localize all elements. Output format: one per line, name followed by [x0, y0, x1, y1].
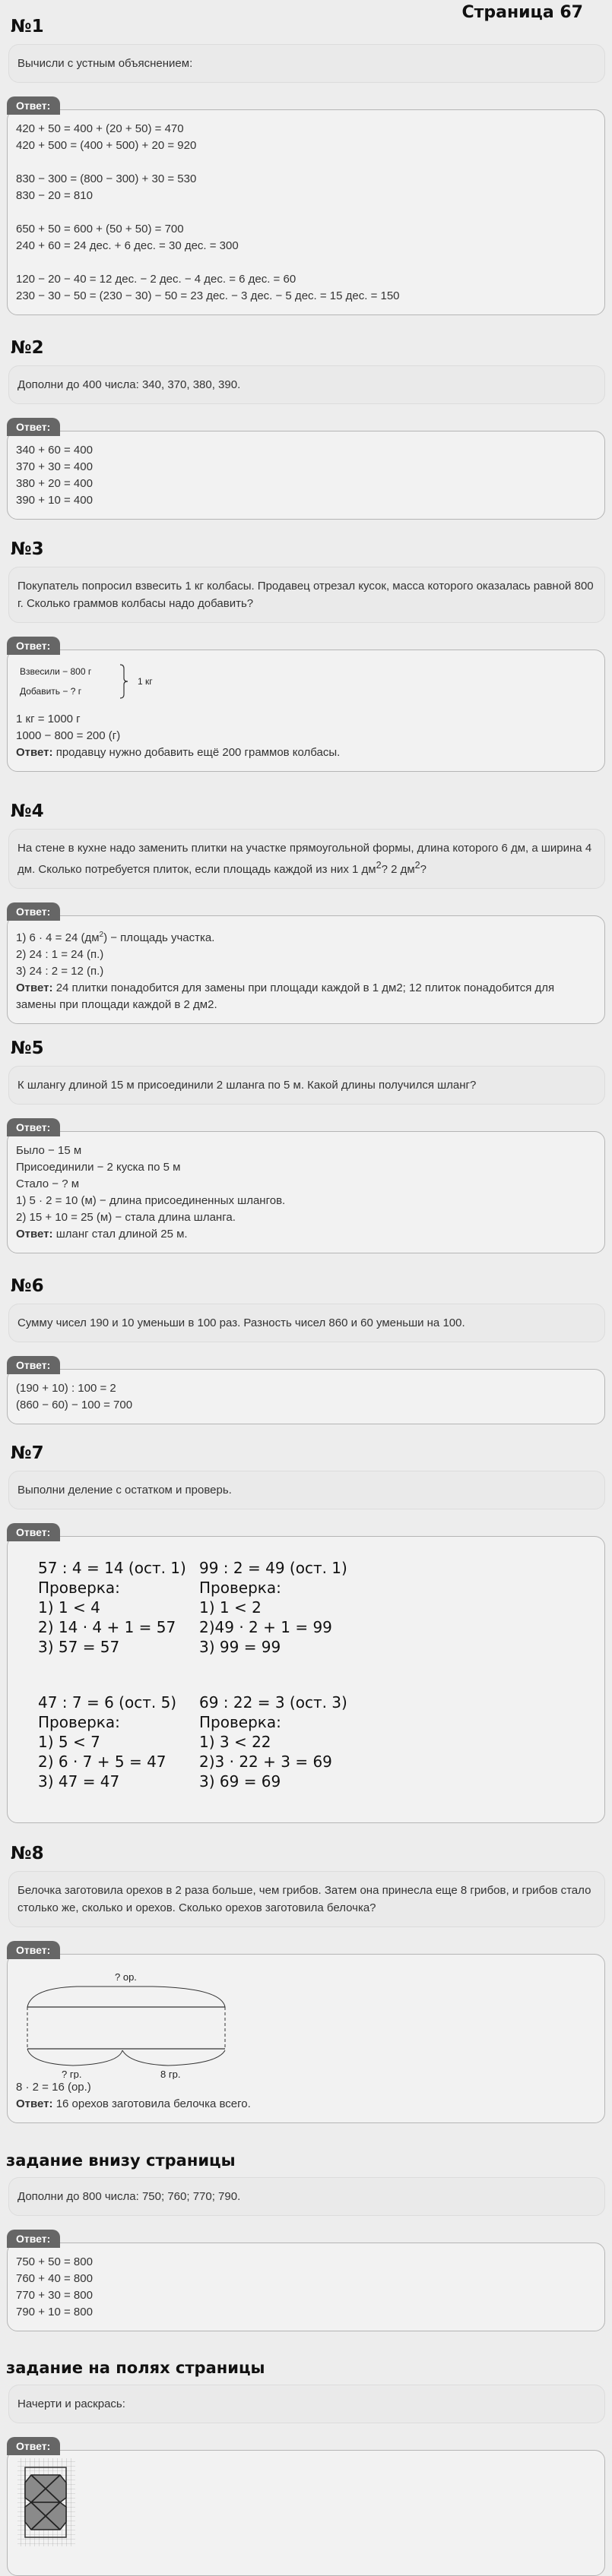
- text-line: Проверка:: [199, 1579, 281, 1597]
- task-8-section: [0, 1844, 612, 2123]
- colored-pattern-drawing: [16, 2457, 77, 2548]
- text-line: 370 + 30 = 400: [16, 460, 93, 473]
- task-5-section: [0, 1038, 612, 1253]
- text-line: 2)49 · 2 + 1 = 99: [199, 1618, 332, 1636]
- text-line: 1) 1 < 2: [199, 1598, 262, 1617]
- solution-part: ) − площадь участка.: [103, 931, 215, 944]
- text-line: 760 + 40 = 800: [16, 2272, 93, 2285]
- text-line: 8 · 2 = 16 (ор.): [16, 2081, 91, 2094]
- task-4-section: [0, 801, 612, 1024]
- text-line: 750 + 50 = 800: [16, 2255, 93, 2268]
- division-block: [199, 1558, 347, 1657]
- answer-tab: Ответ:: [7, 2230, 60, 2248]
- text-line: 3) 99 = 99: [199, 1638, 281, 1656]
- answer-tab: Ответ:: [7, 1118, 60, 1136]
- segment-scheme: [16, 1965, 596, 2079]
- text-line: 770 + 30 = 800: [16, 2289, 93, 2302]
- text-line: 3) 47 = 47: [38, 1772, 120, 1791]
- answer-label: Ответ:: [16, 1228, 53, 1241]
- text-line: Было − 15 м: [16, 1144, 82, 1157]
- bottom-task-section: [0, 2151, 612, 2331]
- task-number: №1: [11, 17, 44, 36]
- solution-part: 1) 6 · 4 = 24 (дм: [16, 931, 100, 944]
- division-block: [38, 1558, 186, 1657]
- text-line: 3) 69 = 69: [199, 1772, 281, 1791]
- text-line: 1) 1 < 4: [38, 1598, 100, 1617]
- text-line: 99 : 2 = 49 (ост. 1): [199, 1559, 347, 1577]
- text-line: 830 − 300 = (800 − 300) + 30 = 530: [16, 172, 197, 185]
- answer-box: [7, 431, 605, 520]
- solution-line: [16, 927, 596, 947]
- blank-line: [16, 254, 596, 271]
- task-3-section: [0, 539, 612, 772]
- section-title: задание на полях страницы: [6, 2359, 265, 2377]
- scheme-total-label: 1 кг: [138, 676, 153, 687]
- solution-lines: [16, 711, 596, 744]
- text-line: 47 : 7 = 6 (ост. 5): [38, 1693, 177, 1712]
- text-line: 1) 3 < 22: [199, 1733, 271, 1751]
- text-line: 340 + 60 = 400: [16, 444, 93, 457]
- text-line: 69 : 22 = 3 (ост. 3): [199, 1693, 347, 1712]
- answer-box: [7, 1536, 605, 1823]
- answer-line: [16, 1226, 596, 1243]
- task-number: №3: [11, 539, 44, 559]
- answer-line: [16, 2096, 596, 2113]
- text-line: Проверка:: [199, 1713, 281, 1731]
- text-line: Присоединили − 2 куска по 5 м: [16, 1161, 181, 1174]
- task-text-part: ?: [420, 863, 426, 876]
- task-text: Вычисли с устным объяснением:: [8, 44, 605, 83]
- text-line: Проверка:: [38, 1713, 120, 1731]
- answer-box: [7, 650, 605, 772]
- text-line: Стало − ? м: [16, 1177, 80, 1190]
- task-2-section: [0, 338, 612, 520]
- answer-tab: Ответ:: [7, 902, 60, 921]
- answer-box: [7, 1369, 605, 1424]
- text-line: (190 + 10) : 100 = 2: [16, 1382, 116, 1395]
- margin-task-section: [0, 2359, 612, 2576]
- text-line: 650 + 50 = 600 + (50 + 50) = 700: [16, 223, 184, 235]
- task-number: №2: [11, 338, 44, 358]
- answer-tab: Ответ:: [7, 1356, 60, 1374]
- superscript: 2: [376, 860, 382, 871]
- text-line: 57 : 4 = 14 (ост. 1): [38, 1559, 186, 1577]
- task-1-section: [0, 17, 612, 315]
- task-text-part: На стене в кухне надо заменить плитки на участке прямоугольной формы, длина которого 6 дм, а ширина 4 дм. Сколько потребуется плиток, если площадь каждой из них 1 дм: [17, 842, 592, 876]
- section-title: задание внизу страницы: [6, 2151, 236, 2170]
- text-line: 790 + 10 = 800: [16, 2306, 93, 2318]
- superscript: 2: [414, 860, 420, 871]
- task-text: Белочка заготовила орехов в 2 раза больше, чем грибов. Затем она принесла еще 8 грибов, и грибов стало столько же, сколько и орехов. Сколько орехов заготовила белочка?: [8, 1871, 605, 1927]
- scheme-add-label: Добавить − ? г: [20, 686, 82, 697]
- text-line: 2)3 · 22 + 3 = 69: [199, 1753, 332, 1771]
- division-block: [199, 1693, 347, 1791]
- text-line: 2) 24 : 1 = 24 (п.): [16, 948, 104, 961]
- answer-tab: Ответ:: [7, 418, 60, 436]
- weight-scheme: [16, 661, 596, 711]
- task-text: Сумму чисел 190 и 10 уменьши в 100 раз. Разность чисел 860 и 60 уменьши на 100.: [8, 1304, 605, 1342]
- text-line: 3) 57 = 57: [38, 1638, 120, 1656]
- plus-label: 8 гр.: [160, 2069, 181, 2079]
- task-text: К шлангу длиной 15 м присоединили 2 шланга по 5 м. Какой длины получился шланг?: [8, 1066, 605, 1105]
- answer-tab: Ответ:: [7, 2437, 60, 2455]
- answer-text: шланг стал длиной 25 м.: [52, 1228, 188, 1241]
- text-line: 390 + 10 = 400: [16, 494, 93, 507]
- task-number: №7: [11, 1443, 44, 1463]
- solution-lines: [16, 1143, 596, 1226]
- brace-icon: [119, 664, 129, 699]
- task-number: №6: [11, 1276, 44, 1296]
- task-text: Выполни деление с остатком и проверь.: [8, 1471, 605, 1509]
- text-line: 1) 5 · 2 = 10 (м) − длина присоединенных шлангов.: [16, 1194, 286, 1207]
- task-7-section: [0, 1443, 612, 1823]
- task-text: Начерти и раскрась:: [8, 2385, 605, 2423]
- solution-lines: [16, 947, 596, 980]
- answer-label: Ответ:: [16, 2097, 53, 2110]
- text-line: 2) 14 · 4 + 1 = 57: [38, 1618, 176, 1636]
- nuts-label: ? ор.: [115, 1971, 137, 1983]
- answer-text: продавцу нужно добавить ещё 200 граммов колбасы.: [52, 746, 341, 759]
- task-text-part: ? 2 дм: [381, 863, 415, 876]
- page-title: Страница 67: [461, 3, 583, 22]
- task-number: №5: [11, 1038, 44, 1058]
- task-text: Покупатель попросил взвесить 1 кг колбасы. Продавец отрезал кусок, масса которого оказалась равной 800 г. Сколько граммов колбасы надо добавить?: [8, 567, 605, 623]
- text-line: 3) 24 : 2 = 12 (п.): [16, 965, 104, 978]
- division-block: [38, 1693, 176, 1791]
- answer-label: Ответ:: [16, 746, 53, 759]
- blank-line: [16, 154, 596, 171]
- answer-box: [7, 2243, 605, 2331]
- superscript: 2: [99, 931, 104, 939]
- answer-box: [7, 1954, 605, 2123]
- text-line: 120 − 20 − 40 = 12 дес. − 2 дес. − 4 дес. = 6 дес. = 60: [16, 273, 296, 286]
- text-line: 1) 5 < 7: [38, 1733, 100, 1751]
- answer-box: [7, 915, 605, 1024]
- mushrooms-label: ? гр.: [62, 2069, 82, 2079]
- scheme-weighed-label: Взвесили − 800 г: [20, 666, 92, 677]
- blank-line: [16, 204, 596, 221]
- task-text: Дополни до 400 числа: 340, 370, 380, 390.: [8, 365, 605, 404]
- answer-text: 24 плитки понадобится для замены при площади каждой в 1 дм2; 12 плиток понадобится для замены при площади каждой в 2 дм2.: [16, 981, 555, 1011]
- answer-line: [16, 744, 596, 761]
- text-line: 380 + 20 = 400: [16, 477, 93, 490]
- text-line: 2) 6 · 7 + 5 = 47: [38, 1753, 166, 1771]
- answer-box: [7, 109, 605, 315]
- answer-tab: Ответ:: [7, 637, 60, 655]
- text-line: 420 + 50 = 400 + (20 + 50) = 470: [16, 122, 184, 135]
- text-line: 830 − 20 = 810: [16, 189, 93, 202]
- text-line: (860 − 60) − 100 = 700: [16, 1399, 133, 1411]
- task-number: №4: [11, 801, 44, 821]
- task-text: Дополни до 800 числа: 750; 760; 770; 790.: [8, 2177, 605, 2216]
- answer-box: [7, 1131, 605, 1253]
- task-text: [8, 829, 605, 889]
- text-line: 230 − 30 − 50 = (230 − 30) − 50 = 23 дес. − 3 дес. − 5 дес. = 15 дес. = 150: [16, 289, 400, 302]
- text-line: 420 + 500 = (400 + 500) + 20 = 920: [16, 139, 197, 152]
- task-number: №8: [11, 1844, 44, 1863]
- text-line: 240 + 60 = 24 дес. + 6 дес. = 30 дес. = 300: [16, 239, 239, 252]
- answer-label: Ответ:: [16, 981, 53, 994]
- solution-lines: [16, 2079, 596, 2096]
- answer-tab: Ответ:: [7, 1941, 60, 1959]
- text-line: Проверка:: [38, 1579, 120, 1597]
- text-line: 1 кг = 1000 г: [16, 713, 81, 725]
- answer-tab: Ответ:: [7, 1523, 60, 1541]
- text-line: 1000 − 800 = 200 (г): [16, 729, 121, 742]
- answer-text: 16 орехов заготовила белочка всего.: [52, 2097, 251, 2110]
- answer-box: [7, 2450, 605, 2576]
- segment-diagram: [16, 1965, 267, 2079]
- task-6-section: [0, 1276, 612, 1424]
- text-line: 2) 15 + 10 = 25 (м) − стала длина шланга.: [16, 1211, 236, 1224]
- answer-line: [16, 980, 596, 1013]
- answer-tab: Ответ:: [7, 96, 60, 115]
